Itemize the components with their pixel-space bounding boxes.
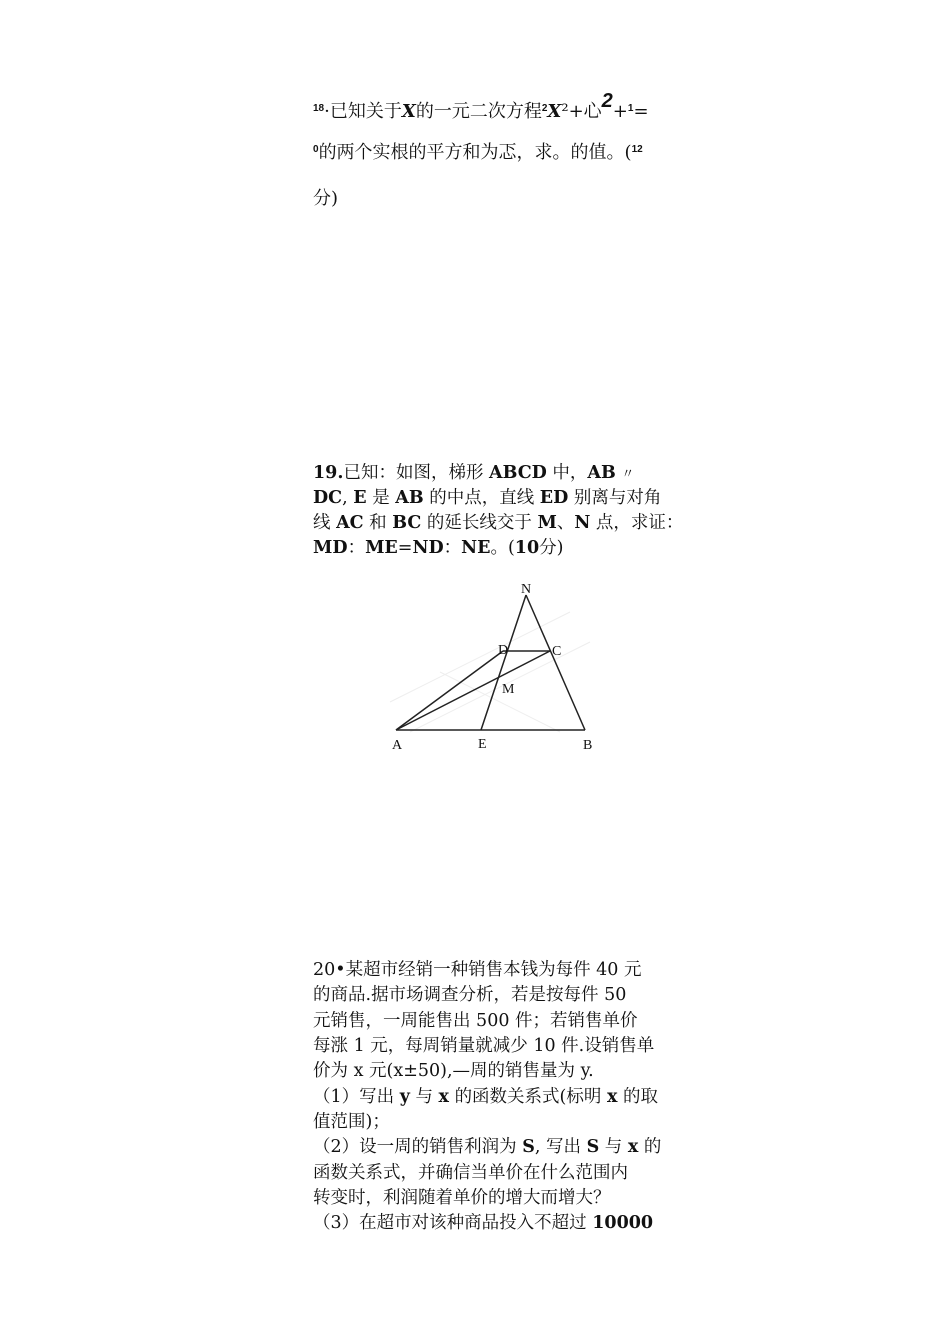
q19-line-2 <box>313 486 661 511</box>
q19-line-4 <box>313 536 563 561</box>
q19-bold: AC <box>336 513 364 533</box>
q20-line-7: 值范围)； <box>313 1112 390 1132</box>
q20-line-2: 的商品.据市场调查分析，若是按每件 50 <box>313 985 627 1005</box>
q18-text: ²+心 <box>561 101 602 122</box>
label-a: A <box>392 738 403 753</box>
q20-line-9: 函数关系式，并确信当单价在什么范围内 <box>313 1163 628 1183</box>
label-n: N <box>521 582 532 597</box>
q19-bold: AB <box>587 463 616 483</box>
q18-sup: 2 <box>541 103 548 114</box>
q18-points: 12 <box>631 144 643 155</box>
q19-bold: AB <box>395 488 424 508</box>
q19-bold: N <box>574 513 591 533</box>
q20-line-3: 元销售，一周能售出 500 件；若销售单价 <box>313 1011 638 1031</box>
q19-text: 〃 <box>621 467 635 482</box>
q19-text: 的中点，直线 <box>429 488 535 508</box>
segment-bn <box>526 595 585 730</box>
q19-bold: ME <box>365 538 398 558</box>
q19-bold: M <box>537 513 557 533</box>
q20-text: 的函数关系式(标明 <box>454 1087 602 1107</box>
q18-var-x: X <box>547 101 562 122</box>
q18-line-1 <box>313 90 649 123</box>
q20-var: S <box>586 1137 600 1157</box>
q19-bold: MD <box>313 538 348 558</box>
q19-text: ： <box>347 538 366 558</box>
q19-line-1 <box>313 461 634 487</box>
q19-bold: 10 <box>514 538 540 558</box>
q20-text: （1）写出 <box>313 1087 395 1107</box>
q19-bold: DC <box>313 488 343 508</box>
q20-text: 的取 <box>622 1087 658 1107</box>
q19-line-3 <box>313 511 683 536</box>
q19-number: 19. <box>313 463 344 483</box>
q19-text: , <box>342 488 348 508</box>
q18-line-2 <box>313 138 643 164</box>
q20-line-5: 价为 x 元(x±50),—周的销售量为 y. <box>313 1061 594 1081</box>
q20-text: （2）设一周的销售利润为 <box>313 1137 517 1157</box>
q20-var: x <box>606 1087 618 1107</box>
q20-var: S <box>522 1137 535 1157</box>
q19-text: 已知：如图，梯形 <box>343 463 484 483</box>
q19-text: 。( <box>490 538 515 558</box>
q18-text: 的两个实根的平方和为忑，求。的值。( <box>318 142 632 163</box>
q19-text: 的延长线交于 <box>426 513 532 533</box>
q18-sup: 0 <box>313 144 319 155</box>
q19-text: 点，求证： <box>595 513 684 533</box>
diagonal-ac <box>396 651 550 730</box>
q19-bold: BC <box>392 513 422 533</box>
q20-line-6 <box>313 1085 658 1110</box>
q20-line-10: 转变时，利润随着单价的增大而增大？ <box>313 1188 611 1208</box>
q18-number: 18 <box>313 103 325 114</box>
q18-line-3: 分) <box>313 188 339 209</box>
q20-line-4: 每涨 1 元，每周销量就减少 10 件.设销售单 <box>313 1036 655 1056</box>
q20-text: , 写出 <box>534 1137 581 1157</box>
label-m: M <box>502 682 515 697</box>
q18-sup: 1 <box>627 103 634 114</box>
q20-text: 与 <box>415 1087 433 1107</box>
label-b: B <box>583 738 593 753</box>
q19-bold: ND <box>412 538 444 558</box>
q19-bold: NE <box>461 538 491 558</box>
q19-bold: ABCD <box>489 463 547 483</box>
q19-text: 中， <box>552 463 588 483</box>
q18-text: = <box>633 101 649 122</box>
q20-text: 与 <box>604 1137 623 1157</box>
q20-var: y <box>399 1087 410 1107</box>
q18-text: + <box>612 101 628 122</box>
q18-var-x: X <box>401 101 416 122</box>
q20-text: 的 <box>643 1137 662 1157</box>
q19-text: ： <box>443 538 462 558</box>
label-d: D <box>498 643 509 658</box>
q19-text: 线 <box>313 513 331 533</box>
label-e: E <box>478 737 487 752</box>
q19-text: 是 <box>372 488 390 508</box>
q20-number: 10000 <box>592 1213 654 1233</box>
q18-text: ·已知关于 <box>324 101 402 122</box>
trapezoid-figure <box>380 582 610 757</box>
q20-line-8 <box>313 1135 661 1160</box>
q19-bold: E <box>353 488 367 508</box>
q20-var: x <box>438 1087 449 1107</box>
q20-line-11 <box>313 1211 653 1236</box>
q20-line-1: 20•某超市经销一种销售本钱为每件 40 元 <box>313 960 642 980</box>
q18-text: 的一元二次方程 <box>415 101 542 122</box>
q19-text: 分) <box>539 538 564 558</box>
label-c: C <box>552 644 562 659</box>
q19-text: = <box>397 538 413 558</box>
q19-text: 别离与对角 <box>573 488 662 508</box>
q19-text: 、 <box>556 513 575 533</box>
q20-var: x <box>627 1137 639 1157</box>
q19-text: 和 <box>369 513 387 533</box>
q18-big-2: 2 <box>601 90 613 112</box>
q19-bold: ED <box>539 488 569 508</box>
q20-text: （3）在超市对该种商品投入不超过 <box>313 1213 587 1233</box>
